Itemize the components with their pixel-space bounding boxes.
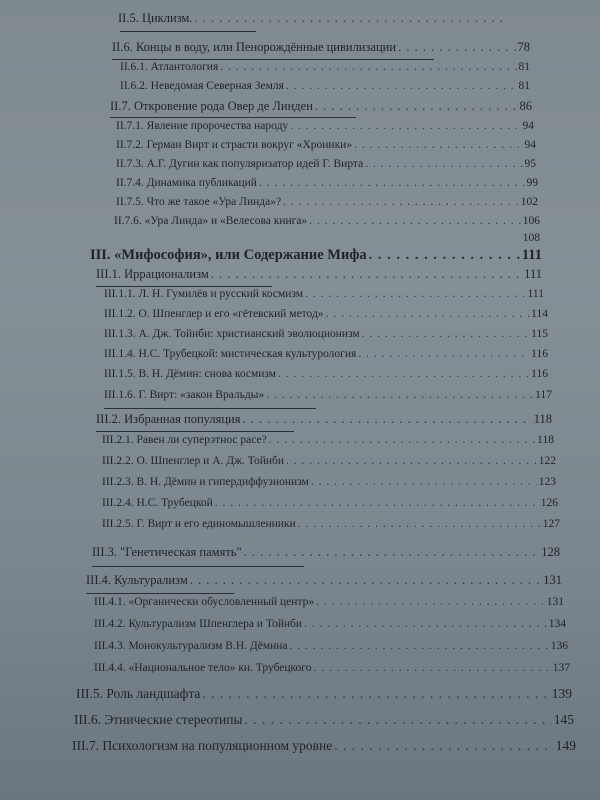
toc-entry-page: 116	[531, 348, 548, 360]
underline	[96, 431, 294, 432]
toc-entry-page: 114	[531, 308, 548, 320]
toc-entry-title: III.4.4. «Национальное тело» кн. Трубецкого	[94, 662, 312, 674]
toc-entry	[94, 596, 564, 608]
toc-entry	[104, 328, 548, 340]
toc-entry	[120, 61, 530, 73]
toc-entry-page: 108	[522, 232, 540, 244]
toc-entry-title: III.1. Иррационализм	[96, 267, 209, 281]
toc-entry-page: 127	[542, 518, 560, 530]
toc-entry-title: II.6.2. Неведомая Северная Земля	[120, 80, 284, 92]
toc-entry-title: II.6.1. Атлантология	[120, 61, 219, 73]
toc-entry	[102, 455, 556, 467]
toc-entry	[92, 545, 560, 560]
toc-entry	[500, 232, 540, 244]
toc-entry-title: II.7.3. А.Г. Дугин как популяризатор идей Г. Вирта	[116, 158, 364, 170]
toc-entry-title: II.7.6. «Ура Линда» и «Велесова книга»	[114, 215, 308, 227]
toc-entry-page: 145	[553, 712, 574, 727]
toc-entry-page: 131	[546, 596, 564, 608]
toc-entry	[102, 434, 554, 446]
toc-entry	[104, 288, 544, 300]
toc-entry	[94, 618, 566, 630]
toc-entry	[104, 348, 548, 360]
toc-entry-page: 137	[552, 662, 570, 674]
underline	[96, 286, 272, 287]
toc-entry-page: 94	[524, 139, 536, 151]
toc-entry-page: 134	[548, 618, 566, 630]
toc-entry	[118, 11, 508, 26]
toc-entry-page: 131	[543, 573, 562, 587]
toc-entry	[102, 518, 560, 530]
toc-entry-title: III.4.3. Монокультурализм В.Н. Дёмина	[94, 640, 288, 652]
toc-entry-title: III.2.3. В. Н. Дёмин и гипердиффузионизм	[102, 476, 309, 488]
toc-entry	[116, 177, 538, 189]
toc-entry	[74, 712, 574, 728]
toc-entry	[102, 476, 556, 488]
toc-entry-title: III.2.4. Н.С. Трубецкой	[102, 497, 213, 509]
toc-entry	[116, 139, 536, 151]
toc-entry-page: 81	[518, 61, 530, 73]
toc-entry-page: 136	[550, 640, 568, 652]
toc-entry	[104, 389, 552, 401]
toc-entry-title: III.6. Этнические стереотипы	[74, 712, 243, 727]
toc-entry-title: III.7. Психологизм на популяционном уровне	[72, 738, 333, 753]
toc-entry	[110, 99, 532, 114]
toc-entry-title: II.7.2. Герман Вирт и страсти вокруг «Хроники»	[116, 139, 353, 151]
toc-entry-title: II.7. Откровение рода Овер де Линден	[110, 99, 313, 113]
toc-entry-title: III.1.1. Л. Н. Гумилёв и русский космизм	[104, 288, 304, 300]
underline	[86, 593, 234, 594]
toc-entry-page: 117	[535, 389, 552, 401]
toc-entry-page: 128	[541, 545, 560, 559]
toc-entry	[104, 368, 548, 380]
toc-entry	[96, 267, 542, 282]
toc-entry-title: III.2.2. О. Шпенглер и А. Дж. Тойнби	[102, 455, 285, 467]
toc-entry-page: 123	[538, 476, 556, 488]
underline	[104, 408, 316, 409]
toc-entry-page: 111	[521, 247, 542, 263]
toc-entry-page: 139	[551, 686, 572, 701]
toc-entry	[116, 120, 534, 132]
toc-entry-page: 149	[555, 738, 576, 753]
toc-entry	[94, 640, 568, 652]
toc-entry-page: 81	[518, 80, 530, 92]
toc-entry-page: 115	[531, 328, 548, 340]
toc-entry-title: III.2. Избранная популяция	[96, 412, 241, 426]
toc-entry-title: III.2.1. Равен ли суперэтнос расе?	[102, 434, 267, 446]
underline	[92, 566, 304, 567]
toc-entry	[104, 308, 548, 320]
toc-entry-page: 118	[537, 434, 554, 446]
toc-entry-page: 126	[540, 497, 558, 509]
toc-entry-title: II.5. Циклизм.	[118, 11, 193, 25]
toc-entry	[114, 215, 540, 227]
toc-entry-title: III.4.2. Культурализм Шпенглера и Тойнби	[94, 618, 303, 630]
toc-entry-page: 116	[531, 368, 548, 380]
toc-entry-title: III. «Мифософия», или Содержание Мифа	[90, 247, 367, 263]
toc-entry-title: II.7.5. Что же такое «Ура Линда»?	[116, 196, 282, 208]
toc-entry-page: 99	[526, 177, 538, 189]
toc-entry-page: 102	[520, 196, 538, 208]
toc-entry-title: II.7.4. Динамика публикаций	[116, 177, 257, 189]
toc-entry	[112, 40, 530, 55]
toc-entry-title: II.6. Концы в воду, или Пенорождённые цивилизации	[112, 40, 397, 54]
toc-entry-page: 86	[519, 99, 532, 113]
toc-entry-page: 94	[522, 120, 534, 132]
toc-entry-title: II.7.1. Явление пророчества народу	[116, 120, 289, 132]
toc-entry	[94, 662, 570, 674]
toc-entry	[86, 573, 562, 588]
toc-entry-page: 111	[527, 288, 544, 300]
toc-entry	[72, 738, 576, 754]
toc-entry-title: III.1.5. В. Н. Дёмин: снова космизм	[104, 368, 277, 380]
toc-entry-page: 106	[522, 215, 540, 227]
toc-entry-title: III.4.1. «Органически обусловленный центр»	[94, 596, 315, 608]
underline	[120, 31, 256, 32]
toc-entry	[102, 497, 558, 509]
toc-entry-page: 122	[538, 455, 556, 467]
toc-entry-page: 111	[524, 267, 542, 281]
toc-entry	[120, 80, 530, 92]
toc-entry-title: III.4. Культурализм	[86, 573, 188, 587]
toc-entry-page: 78	[517, 40, 530, 54]
toc-entry-title: III.1.6. Г. Вирт: «закон Вральды»	[104, 389, 265, 401]
toc-entry-title: III.1.2. О. Шпенглер и его «гётевский метод»	[104, 308, 324, 320]
toc-entry-title: III.2.5. Г. Вирт и его единомышленники	[102, 518, 296, 530]
toc-entry-page: 95	[524, 158, 536, 170]
toc-entry	[96, 412, 552, 427]
toc-entry-title: III.1.4. Н.С. Трубецкой: мистическая культурология	[104, 348, 357, 360]
underline	[110, 117, 356, 118]
toc-entry	[76, 686, 572, 702]
toc-entry-title: III.1.3. А. Дж. Тойнби: христианский эволюционизм	[104, 328, 360, 340]
toc-entry-title: III.5. Роль ландшафта	[76, 686, 201, 701]
toc-entry	[116, 158, 536, 170]
chapter-heading	[90, 247, 542, 264]
toc-entry-page: 118	[533, 412, 552, 426]
toc-entry	[116, 196, 538, 208]
toc-entry-title: III.3. "Генетическая память"	[92, 545, 242, 559]
underline	[112, 59, 434, 60]
